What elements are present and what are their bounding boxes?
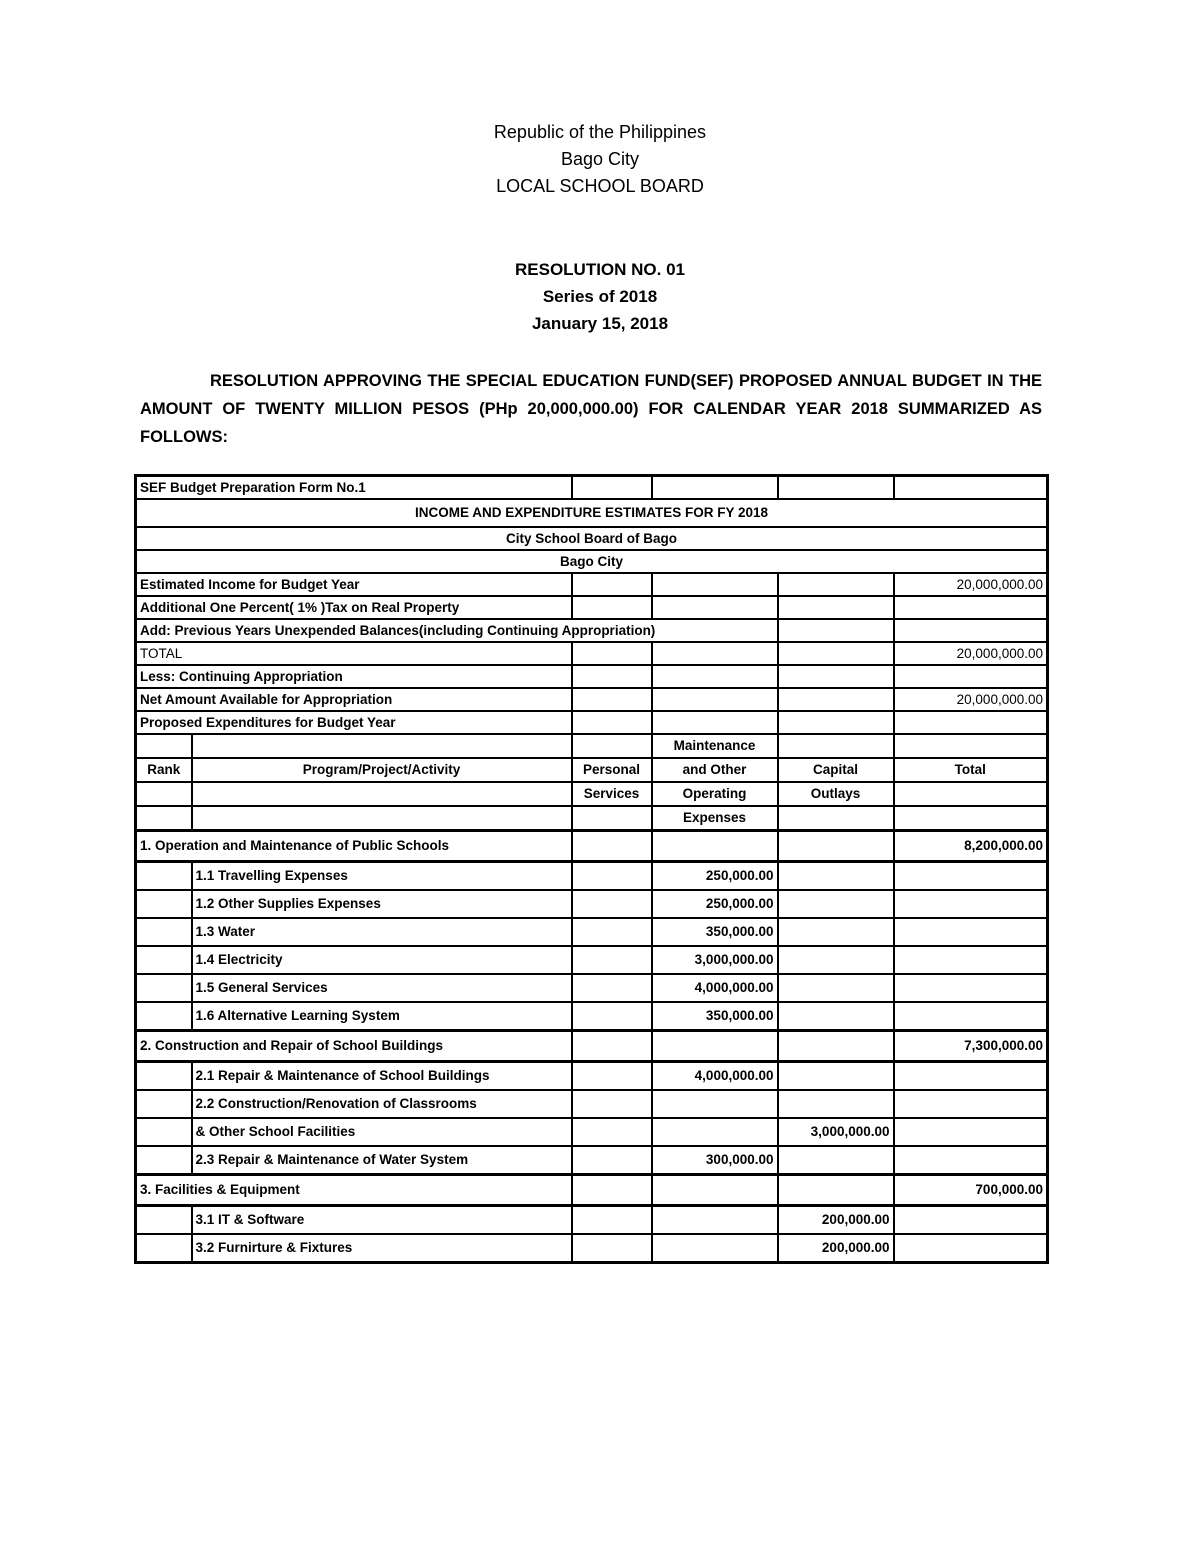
line-item-row	[136, 974, 1048, 1002]
line-item-row	[136, 1090, 1048, 1118]
column-header-row	[136, 758, 1048, 782]
line-item-row	[136, 918, 1048, 946]
column-header: Services	[572, 782, 652, 806]
country-name: Republic of the Philippines	[493, 122, 707, 142]
line-item-mooe: 350,000.00	[652, 1002, 778, 1031]
summary-label: Proposed Expenditures for Budget Year	[136, 711, 572, 734]
column-header: Total	[894, 758, 1048, 782]
column-header: Operating	[652, 782, 778, 806]
summary-total	[894, 711, 1048, 734]
sef-budget-table	[134, 474, 1049, 1264]
line-item-row	[136, 1062, 1048, 1091]
line-item-capital: 200,000.00	[778, 1234, 894, 1263]
line-item-row	[136, 1002, 1048, 1031]
table-subtitle-row	[136, 527, 1048, 550]
resolution-intro: RESOLUTION APPROVING THE SPECIAL EDUCATION FUND(SEF) PROPOSED ANNUAL BUDGET IN THE AMOUNT OF TWENTY MILLION PESOS (PHp 20,000,000.00) FOR CALENDAR YEAR 2018 SUMMARIZED AS FOLLOWS:	[140, 372, 1042, 446]
line-item-mooe: 350,000.00	[652, 918, 778, 946]
section-label: 3. Facilities & Equipment	[136, 1175, 572, 1206]
line-item-capital	[778, 890, 894, 918]
line-item-label: 3.2 Furnirture & Fixtures	[192, 1234, 572, 1263]
line-item-mooe	[652, 1206, 778, 1235]
summary-row	[136, 665, 1048, 688]
line-item-mooe: 4,000,000.00	[652, 974, 778, 1002]
line-item-capital: 200,000.00	[778, 1206, 894, 1235]
column-header: Personal	[572, 758, 652, 782]
city-name: Bago City	[560, 149, 640, 169]
line-item-capital	[778, 1062, 894, 1091]
line-item-mooe	[652, 1118, 778, 1146]
document-header	[0, 119, 1200, 200]
column-header: Rank	[136, 758, 192, 782]
resolution-number: RESOLUTION NO. 01	[514, 260, 686, 279]
section-total: 700,000.00	[894, 1175, 1048, 1206]
line-item-mooe: 250,000.00	[652, 862, 778, 891]
line-item-label: 1.5 General Services	[192, 974, 572, 1002]
line-item-capital: 3,000,000.00	[778, 1118, 894, 1146]
board-name: LOCAL SCHOOL BOARD	[496, 176, 704, 196]
line-item-label: & Other School Facilities	[192, 1118, 572, 1146]
column-header-row	[136, 734, 1048, 758]
resolution-date: January 15, 2018	[531, 314, 669, 333]
summary-row	[136, 642, 1048, 665]
line-item-mooe: 3,000,000.00	[652, 946, 778, 974]
column-header: Capital	[778, 758, 894, 782]
line-item-capital	[778, 862, 894, 891]
summary-row	[136, 711, 1048, 734]
table-title: INCOME AND EXPENDITURE ESTIMATES FOR FY 2018	[136, 499, 1048, 527]
summary-row	[136, 573, 1048, 596]
summary-total: 20,000,000.00	[894, 573, 1048, 596]
line-item-capital	[778, 946, 894, 974]
summary-label: TOTAL	[136, 642, 572, 665]
summary-total	[894, 665, 1048, 688]
column-header: and Other	[652, 758, 778, 782]
line-item-row	[136, 890, 1048, 918]
line-item-mooe: 250,000.00	[652, 890, 778, 918]
line-item-capital	[778, 1090, 894, 1118]
line-item-row	[136, 1118, 1048, 1146]
line-item-label: 1.6 Alternative Learning System	[192, 1002, 572, 1031]
line-item-label: 1.2 Other Supplies Expenses	[192, 890, 572, 918]
line-item-label: 2.1 Repair & Maintenance of School Buildings	[192, 1062, 572, 1091]
line-item-row	[136, 946, 1048, 974]
line-item-row	[136, 1234, 1048, 1263]
summary-total: 20,000,000.00	[894, 642, 1048, 665]
line-item-capital	[778, 1146, 894, 1175]
section-label: 1. Operation and Maintenance of Public Schools	[136, 831, 572, 862]
section-row	[136, 831, 1048, 862]
summary-label: Add: Previous Years Unexpended Balances(including Continuing Appropriation)	[136, 619, 778, 642]
column-header: Expenses	[652, 806, 778, 831]
column-header: Program/Project/Activity	[192, 758, 572, 782]
column-header-row	[136, 806, 1048, 831]
line-item-capital	[778, 1002, 894, 1031]
line-item-mooe	[652, 1090, 778, 1118]
column-header: Maintenance	[652, 734, 778, 758]
line-item-label: 1.3 Water	[192, 918, 572, 946]
column-header: Outlays	[778, 782, 894, 806]
line-item-label: 2.3 Repair & Maintenance of Water System	[192, 1146, 572, 1175]
summary-row	[136, 596, 1048, 619]
table-location-row	[136, 550, 1048, 573]
line-item-label: 3.1 IT & Software	[192, 1206, 572, 1235]
table-title-row	[136, 499, 1048, 527]
section-total: 7,300,000.00	[894, 1031, 1048, 1062]
summary-row	[136, 688, 1048, 711]
table-location: Bago City	[136, 550, 1048, 573]
resolution-header	[0, 256, 1200, 337]
line-item-row	[136, 1146, 1048, 1175]
summary-label: Estimated Income for Budget Year	[136, 573, 572, 596]
line-item-mooe: 4,000,000.00	[652, 1062, 778, 1091]
column-header-row	[136, 782, 1048, 806]
summary-row	[136, 619, 1048, 642]
summary-total: 20,000,000.00	[894, 688, 1048, 711]
line-item-mooe: 300,000.00	[652, 1146, 778, 1175]
form-number: SEF Budget Preparation Form No.1	[136, 476, 572, 500]
table-subtitle: City School Board of Bago	[136, 527, 1048, 550]
line-item-capital	[778, 918, 894, 946]
line-item-label: 1.4 Electricity	[192, 946, 572, 974]
summary-label: Less: Continuing Appropriation	[136, 665, 572, 688]
summary-label: Net Amount Available for Appropriation	[136, 688, 572, 711]
summary-total	[894, 619, 1048, 642]
line-item-row	[136, 1206, 1048, 1235]
section-label: 2. Construction and Repair of School Buildings	[136, 1031, 572, 1062]
line-item-label: 2.2 Construction/Renovation of Classrooms	[192, 1090, 572, 1118]
section-total: 8,200,000.00	[894, 831, 1048, 862]
summary-label: Additional One Percent( 1% )Tax on Real Property	[136, 596, 572, 619]
section-row	[136, 1031, 1048, 1062]
form-number-row	[136, 476, 1048, 500]
summary-total	[894, 596, 1048, 619]
line-item-row	[136, 862, 1048, 891]
resolution-series: Series of 2018	[542, 287, 658, 306]
section-row	[136, 1175, 1048, 1206]
line-item-label: 1.1 Travelling Expenses	[192, 862, 572, 891]
line-item-mooe	[652, 1234, 778, 1263]
line-item-capital	[778, 974, 894, 1002]
